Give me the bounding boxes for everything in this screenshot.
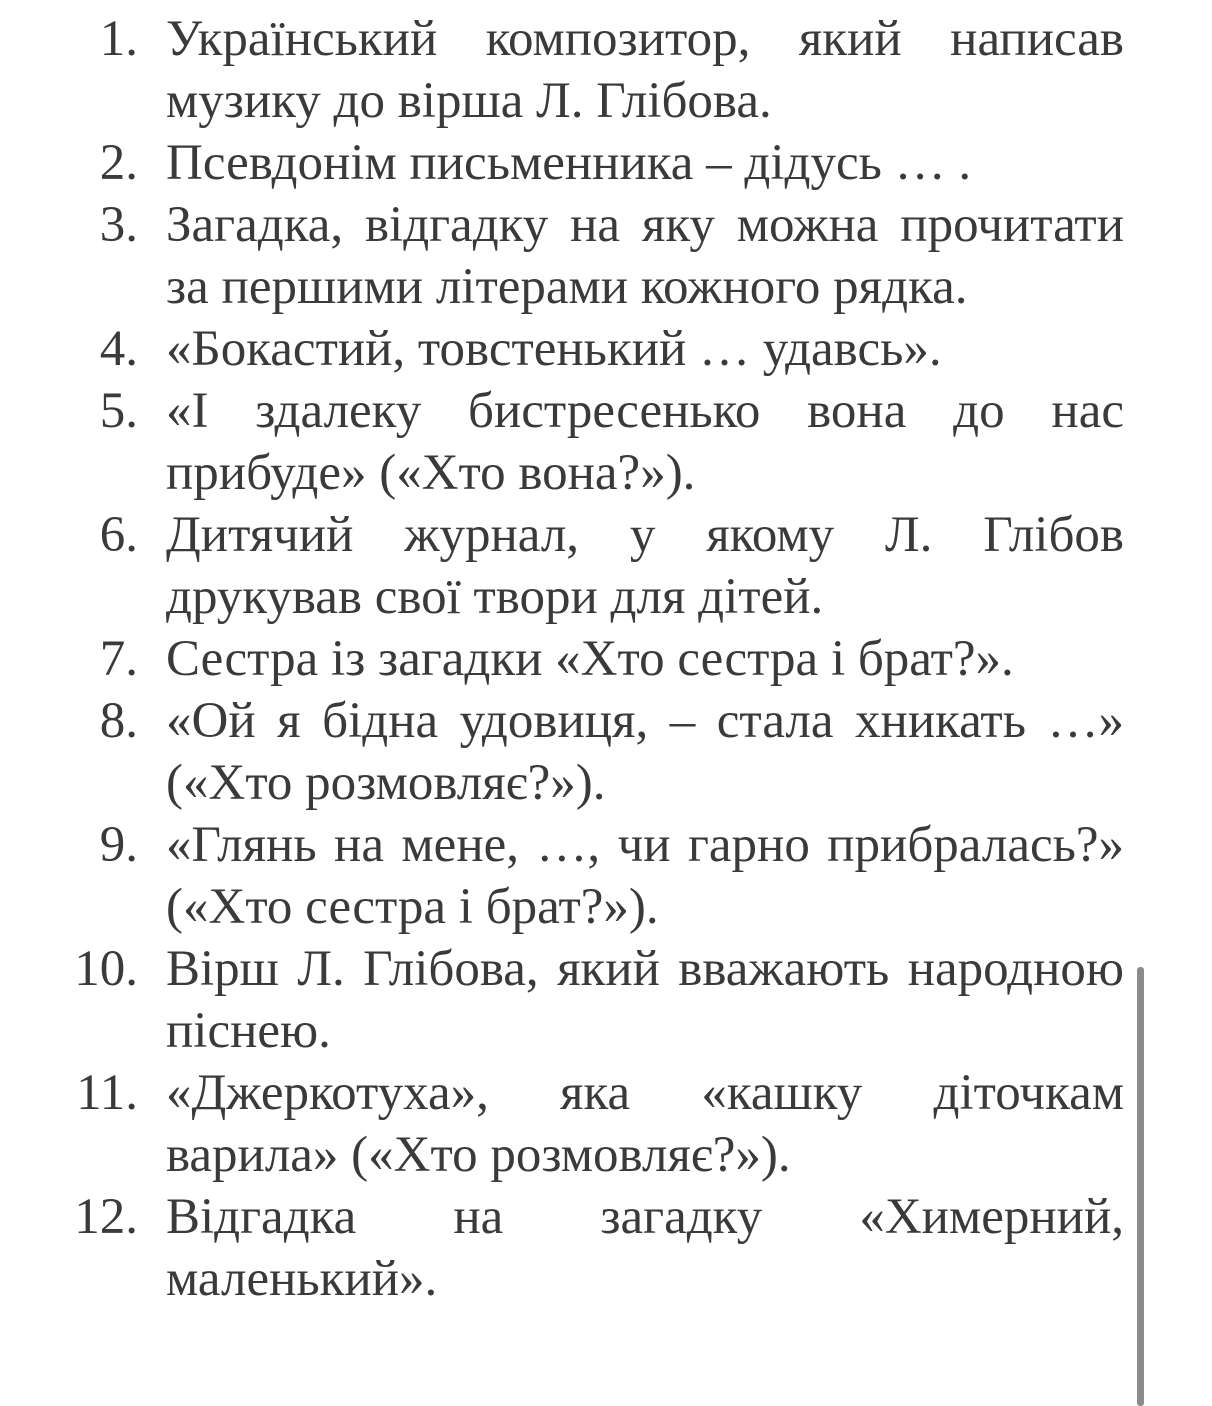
item-number: 12. <box>74 1189 138 1245</box>
item-text: Псевдонім письменника – дідусь … . <box>166 135 972 191</box>
item-number: 5. <box>99 383 138 439</box>
item-text: Сестра із загадки «Хто сестра і брат?». <box>166 631 1014 687</box>
numbered-list <box>0 8 1212 1310</box>
item-text: «Бокастий, товстенький … удавсь». <box>166 321 942 377</box>
list-item <box>0 380 1212 504</box>
vertical-scrollbar[interactable] <box>1137 967 1144 1406</box>
item-number: 2. <box>99 135 138 191</box>
item-number: 10. <box>74 941 138 997</box>
item-text: «Джеркотуха», яка «кашку діточкам варила» («Хто розмовляє?»). <box>166 1065 1124 1183</box>
item-number: 8. <box>99 693 138 749</box>
list-item <box>0 318 1212 380</box>
list-item <box>0 132 1212 194</box>
item-text: Український композитор, який написав музику до вірша Л. Глібова. <box>166 11 1124 129</box>
item-number: 3. <box>99 197 138 253</box>
item-text: «Ой я бідна удовиця, – стала хникать …» («Хто розмовляє?»). <box>166 693 1124 811</box>
item-number: 7. <box>99 631 138 687</box>
list-item <box>0 8 1212 132</box>
item-number: 4. <box>99 321 138 377</box>
item-text: Вірш Л. Глібова, який вважають народною піснею. <box>166 941 1124 1059</box>
item-number: 1. <box>99 11 138 67</box>
list-item <box>0 690 1212 814</box>
item-text: «І здалеку бистресенько вона до нас прибуде» («Хто вона?»). <box>166 383 1124 501</box>
item-text: «Глянь на мене, …, чи гарно прибралась?» («Хто сестра і брат?»). <box>166 817 1124 935</box>
item-text: Загадка, відгадку на яку можна прочитати за першими літерами кожного рядка. <box>166 197 1124 315</box>
item-number: 9. <box>99 817 138 873</box>
item-text: Відгадка на загадку «Химерний, маленький». <box>166 1189 1124 1307</box>
list-item <box>0 1062 1212 1186</box>
list-item <box>0 504 1212 628</box>
item-text: Дитячий журнал, у якому Л. Глібов друкував свої твори для дітей. <box>166 507 1124 625</box>
list-item <box>0 814 1212 938</box>
list-item <box>0 628 1212 690</box>
list-item <box>0 1186 1212 1310</box>
list-item <box>0 938 1212 1062</box>
item-number: 11. <box>76 1065 138 1121</box>
list-item <box>0 194 1212 318</box>
item-number: 6. <box>99 507 138 563</box>
